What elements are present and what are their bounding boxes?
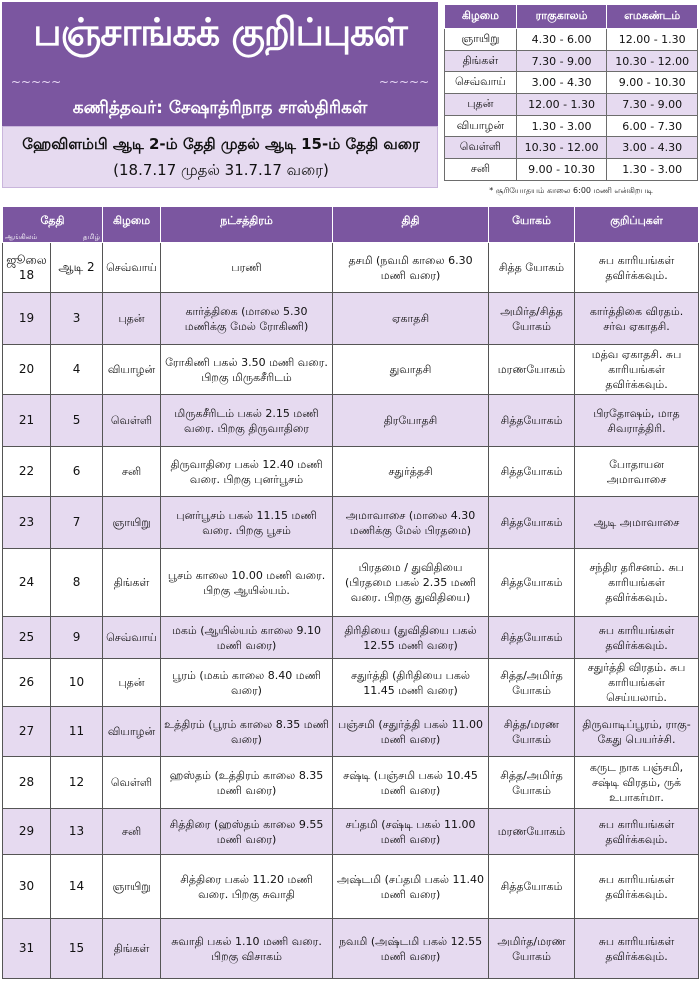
date-english-cell: 21 (3, 395, 51, 447)
date-english-cell: 24 (3, 549, 51, 617)
tithi-cell: பஞ்சமி (சதுர்த்தி பகல் 11.00 மணி வரை) (333, 707, 489, 757)
date-english-cell: 27 (3, 707, 51, 757)
nakshatra-cell: பூசம் காலை 10.00 மணி வரை. பிறகு ஆயில்யம். (161, 549, 333, 617)
title-banner (2, 2, 438, 126)
table-row (3, 345, 699, 395)
yogam-cell: சித்தயோகம் (489, 617, 575, 659)
header-notes: குறிப்புகள் (575, 207, 699, 243)
date-tamil-cell: 15 (51, 919, 103, 979)
header-date (3, 207, 103, 243)
tithi-cell: தசமி (நவமி காலை 6.30 மணி வரை) (333, 243, 489, 293)
tithi-cell: நவமி (அஷ்டமி பகல் 12.55 மணி வரை) (333, 919, 489, 979)
rahu-day-cell: ஞாயிறு (445, 29, 517, 51)
notes-cell: திருவாடிப்பூரம், ராகு-கேது பெயர்ச்சி. (575, 707, 699, 757)
rahu-kalam-cell: 7.30 - 9.00 (516, 50, 607, 72)
tithi-cell: பிரதமை / துவிதியை (பிரதமை பகல் 2.35 மணி வரை. பிறகு துவிதியை) (333, 549, 489, 617)
rahu-row (445, 72, 698, 94)
header (0, 0, 700, 200)
rahu-row (445, 29, 698, 51)
rahu-header-row (445, 5, 698, 29)
tithi-cell: சப்தமி (சஷ்டி பகல் 11.00 மணி வரை) (333, 809, 489, 855)
date-english-cell: 30 (3, 855, 51, 919)
period-tamil-range: ஹேவிளம்பி ஆடி 2-ம் தேதி முதல் ஆடி 15-ம் தேதி வரை (22, 135, 420, 153)
table-row (3, 707, 699, 757)
nakshatra-cell: புனர்பூசம் பகல் 11.15 மணி வரை. பிறகு பூசம் (161, 497, 333, 549)
date-english-cell: 22 (3, 447, 51, 497)
rahu-row (445, 159, 698, 181)
table-row (3, 919, 699, 979)
notes-cell: கார்த்திகை விரதம். சர்வ ஏகாதசி. (575, 293, 699, 345)
date-tamil-cell: 7 (51, 497, 103, 549)
table-row (3, 855, 699, 919)
rahu-kalam-cell: 4.30 - 6.00 (516, 29, 607, 51)
date-tamil-cell: 13 (51, 809, 103, 855)
date-english-cell: 29 (3, 809, 51, 855)
rahu-day-cell: செவ்வாய் (445, 72, 517, 94)
nakshatra-cell: கார்த்திகை (மாலை 5.30 மணிக்கு மேல் ரோகிணி) (161, 293, 333, 345)
notes-cell: சுப காரியங்கள் தவிர்க்கவும். (575, 617, 699, 659)
rahu-kalam-cell: 9.00 - 10.30 (516, 159, 607, 181)
date-tamil-cell: 5 (51, 395, 103, 447)
header-date-tamil: தமிழ் (82, 233, 101, 241)
rahu-day-cell: புதன் (445, 94, 517, 116)
date-english-cell: 28 (3, 757, 51, 809)
table-row (3, 549, 699, 617)
date-english-cell: 25 (3, 617, 51, 659)
table-row (3, 617, 699, 659)
rahu-kalam-cell: 1.30 - 3.00 (516, 115, 607, 137)
table-row (3, 395, 699, 447)
date-tamil-cell: 14 (51, 855, 103, 919)
nakshatra-cell: சித்திரை பகல் 11.20 மணி வரை. பிறகு சுவாதி (161, 855, 333, 919)
date-tamil-cell: ஆடி 2 (51, 243, 103, 293)
rahu-row (445, 94, 698, 116)
emakandam-cell: 10.30 - 12.00 (607, 50, 698, 72)
date-english-cell: 19 (3, 293, 51, 345)
date-tamil-cell: 3 (51, 293, 103, 345)
rahu-row (445, 115, 698, 137)
day-cell: திங்கள் (103, 919, 161, 979)
period-date-range: (18.7.17 முதல் 31.7.17 வரை) (113, 161, 329, 179)
header-date-label: தேதி (40, 214, 65, 227)
tithi-cell: அமாவாசை (மாலை 4.30 மணிக்கு மேல் பிரதமை) (333, 497, 489, 549)
header-day: கிழமை (103, 207, 161, 243)
panchangam-table (2, 206, 699, 979)
date-tamil-cell: 9 (51, 617, 103, 659)
yogam-cell: மரணயோகம் (489, 809, 575, 855)
day-cell: புதன் (103, 293, 161, 345)
day-cell: சனி (103, 447, 161, 497)
rahu-header-emakandam: எமகண்டம் (607, 5, 698, 29)
nakshatra-cell: மகம் (ஆயில்யம் காலை 9.10 மணி வரை) (161, 617, 333, 659)
yogam-cell: சித்தயோகம் (489, 549, 575, 617)
notes-cell: போதாயன அமாவாசை (575, 447, 699, 497)
yogam-cell: மரணயோகம் (489, 345, 575, 395)
header-nakshatra: நட்சத்திரம் (161, 207, 333, 243)
author-line: கணித்தவர்: சேஷாத்ரிநாத சாஸ்திரிகள் (72, 98, 368, 118)
sunrise-note: * சூரியோதயம் காலை 6:00 மணி என்கிறபடி (489, 186, 653, 195)
yogam-cell: சித்த/மரண யோகம் (489, 707, 575, 757)
yogam-cell: சித்த/அமிர்த யோகம் (489, 659, 575, 707)
yogam-cell: சித்தயோகம் (489, 855, 575, 919)
date-english-cell: 20 (3, 345, 51, 395)
day-cell: செவ்வாய் (103, 243, 161, 293)
tithi-cell: திரயோதசி (333, 395, 489, 447)
date-english-cell: 31 (3, 919, 51, 979)
rahu-day-cell: திங்கள் (445, 50, 517, 72)
tithi-cell: துவாதசி (333, 345, 489, 395)
header-yogam: யோகம் (489, 207, 575, 243)
rahu-row (445, 137, 698, 159)
header-date-english: ஆங்கிலம் (5, 233, 38, 241)
date-tamil-cell: 11 (51, 707, 103, 757)
date-tamil-cell: 6 (51, 447, 103, 497)
date-english-cell: 26 (3, 659, 51, 707)
rahu-kalam-cell: 12.00 - 1.30 (516, 94, 607, 116)
rahu-row (445, 50, 698, 72)
period-banner (2, 126, 438, 188)
day-cell: செவ்வாய் (103, 617, 161, 659)
day-cell: சனி (103, 809, 161, 855)
table-row (3, 497, 699, 549)
rahu-day-cell: சனி (445, 159, 517, 181)
rahu-kalam-table (444, 4, 698, 181)
nakshatra-cell: பூரம் (மகம் காலை 8.40 மணி வரை) (161, 659, 333, 707)
tithi-cell: சதுர்த்தசி (333, 447, 489, 497)
day-cell: வியாழன் (103, 707, 161, 757)
nakshatra-cell: பரணி (161, 243, 333, 293)
day-cell: ஞாயிறு (103, 497, 161, 549)
day-cell: வெள்ளி (103, 395, 161, 447)
emakandam-cell: 6.00 - 7.30 (607, 115, 698, 137)
left-flourish-ornament: ~~~~~ (10, 75, 62, 89)
table-row (3, 809, 699, 855)
nakshatra-cell: சுவாதி பகல் 1.10 மணி வரை. பிறகு விசாகம் (161, 919, 333, 979)
notes-cell: பிரதோஷம், மாத சிவராத்திரி. (575, 395, 699, 447)
nakshatra-cell: உத்திரம் (பூரம் காலை 8.35 மணி வரை) (161, 707, 333, 757)
table-row (3, 293, 699, 345)
rahu-day-cell: வெள்ளி (445, 137, 517, 159)
notes-cell: சுப காரியங்கள் தவிர்க்கவும். (575, 919, 699, 979)
notes-cell: மத்வ ஏகாதசி. சுப காரியங்கள் தவிர்க்கவும். (575, 345, 699, 395)
rahu-kalam-cell: 10.30 - 12.00 (516, 137, 607, 159)
day-cell: வெள்ளி (103, 757, 161, 809)
table-row (3, 447, 699, 497)
notes-cell: சந்திர தரிசனம். சுப காரியங்கள் தவிர்க்கவும். (575, 549, 699, 617)
notes-cell: கருட நாக பஞ்சமி, சஷ்டி விரதம், ருக் உபாகர்மா. (575, 757, 699, 809)
notes-cell: சுப காரியங்கள் தவிர்க்கவும். (575, 243, 699, 293)
date-tamil-cell: 4 (51, 345, 103, 395)
date-tamil-cell: 12 (51, 757, 103, 809)
date-tamil-cell: 10 (51, 659, 103, 707)
notes-cell: சுப காரியங்கள் தவிர்க்கவும். (575, 855, 699, 919)
notes-cell: சுப காரியங்கள் தவிர்க்கவும். (575, 809, 699, 855)
day-cell: புதன் (103, 659, 161, 707)
emakandam-cell: 1.30 - 3.00 (607, 159, 698, 181)
yogam-cell: அமிர்த/சித்த யோகம் (489, 293, 575, 345)
tithi-cell: ஏகாதசி (333, 293, 489, 345)
rahu-header-rahukalam: ராகுகாலம் (516, 5, 607, 29)
table-row (3, 243, 699, 293)
tithi-cell: சதுர்த்தி (திரிதியை பகல் 11.45 மணி வரை) (333, 659, 489, 707)
day-cell: ஞாயிறு (103, 855, 161, 919)
notes-cell: ஆடி அமாவாசை (575, 497, 699, 549)
yogam-cell: சித்தயோகம் (489, 497, 575, 549)
nakshatra-cell: ரோகிணி பகல் 3.50 மணி வரை. பிறகு மிருகசீரிடம் (161, 345, 333, 395)
nakshatra-cell: ஹஸ்தம் (உத்திரம் காலை 8.35 மணி வரை) (161, 757, 333, 809)
tithi-cell: திரிதியை (துவிதியை பகல் 12.55 மணி வரை) (333, 617, 489, 659)
tithi-cell: சஷ்டி (பஞ்சமி பகல் 10.45 மணி வரை) (333, 757, 489, 809)
table-row (3, 659, 699, 707)
date-tamil-cell: 8 (51, 549, 103, 617)
yogam-cell: அமிர்த/மரண யோகம் (489, 919, 575, 979)
emakandam-cell: 12.00 - 1.30 (607, 29, 698, 51)
nakshatra-cell: திருவாதிரை பகல் 12.40 மணி வரை. பிறகு புனர்பூசம் (161, 447, 333, 497)
nakshatra-cell: சித்திரை (ஹஸ்தம் காலை 9.55 மணி வரை) (161, 809, 333, 855)
day-cell: வியாழன் (103, 345, 161, 395)
notes-cell: சதுர்த்தி விரதம். சுப காரியங்கள் செய்யலாம். (575, 659, 699, 707)
page-title: பஞ்சாங்கக் குறிப்புகள் (33, 10, 407, 54)
day-cell: திங்கள் (103, 549, 161, 617)
rahu-kalam-cell: 3.00 - 4.30 (516, 72, 607, 94)
rahu-header-day: கிழமை (445, 5, 517, 29)
date-english-cell: 23 (3, 497, 51, 549)
table-row (3, 757, 699, 809)
tithi-cell: அஷ்டமி (சப்தமி பகல் 11.40 மணி வரை) (333, 855, 489, 919)
nakshatra-cell: மிருகசீரிடம் பகல் 2.15 மணி வரை. பிறகு திருவாதிரை (161, 395, 333, 447)
emakandam-cell: 3.00 - 4.30 (607, 137, 698, 159)
rahu-day-cell: வியாழன் (445, 115, 517, 137)
yogam-cell: சித்தயோகம் (489, 447, 575, 497)
header-tithi: திதி (333, 207, 489, 243)
yogam-cell: சித்தயோகம் (489, 395, 575, 447)
yogam-cell: சித்த/அமிர்த யோகம் (489, 757, 575, 809)
emakandam-cell: 7.30 - 9.00 (607, 94, 698, 116)
date-english-cell: ஜூலை 18 (3, 243, 51, 293)
main-header-row (3, 207, 699, 243)
right-flourish-ornament: ~~~~~ (378, 75, 430, 89)
emakandam-cell: 9.00 - 10.30 (607, 72, 698, 94)
yogam-cell: சித்த யோகம் (489, 243, 575, 293)
